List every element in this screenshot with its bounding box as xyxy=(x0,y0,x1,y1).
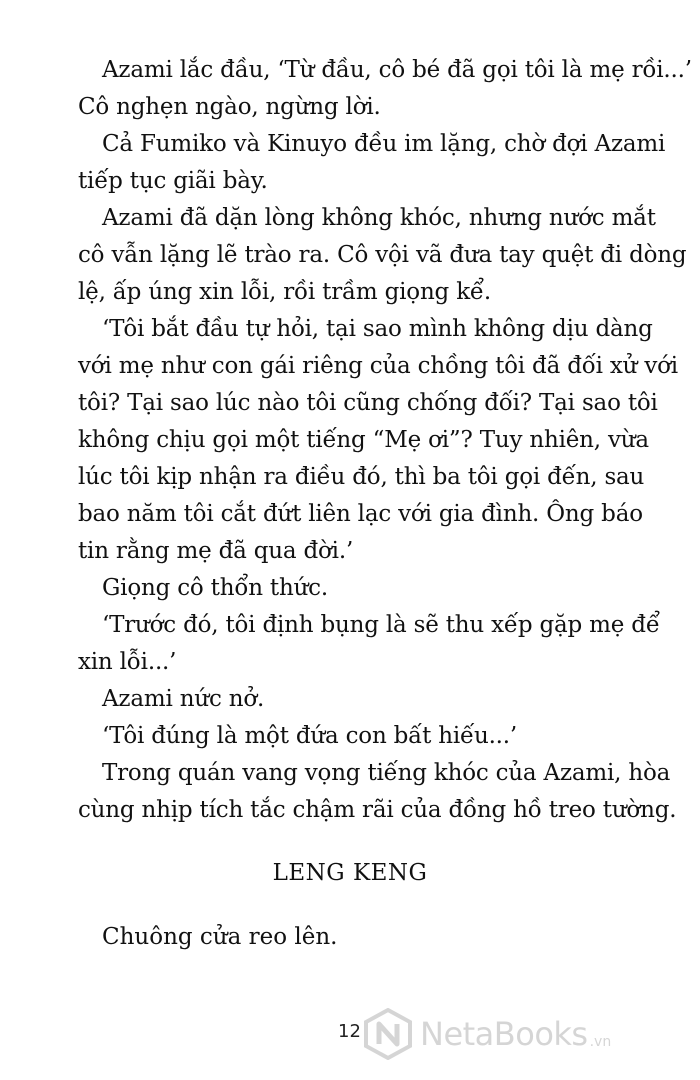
section-heading: LENG KENG xyxy=(272,860,428,886)
paragraph-line: Cô nghẹn ngào, ngừng lời. xyxy=(78,94,381,120)
paragraph-line: ‘Tôi bắt đầu tự hỏi, tại sao mình không dịu dàng xyxy=(102,316,653,342)
paragraph-line: cô vẫn lặng lẽ trào ra. Cô vội vã đưa tay quệt đi dòng xyxy=(78,242,687,268)
paragraph-line: Azami đã dặn lòng không khóc, nhưng nước mắt xyxy=(102,205,656,231)
netabooks-logo-icon xyxy=(362,1008,414,1060)
paragraph-line: tiếp tục giãi bày. xyxy=(78,168,268,194)
watermark xyxy=(362,1008,611,1060)
watermark-suffix: .vn xyxy=(589,1034,612,1050)
paragraph-line: Azami nức nở. xyxy=(102,686,265,712)
paragraph-line: ‘Tôi đúng là một đứa con bất hiếu...’ xyxy=(102,723,518,749)
paragraph-line: ‘Trước đó, tôi định bụng là sẽ thu xếp gặp mẹ để xyxy=(102,612,660,638)
closing-line: Chuông cửa reo lên. xyxy=(102,924,338,950)
paragraph-line: Trong quán vang vọng tiếng khóc của Azami, hòa xyxy=(102,760,671,786)
paragraph-line: với mẹ như con gái riêng của chồng tôi đã đối xử với xyxy=(78,353,678,379)
paragraph-line: Azami lắc đầu, ‘Từ đầu, cô bé đã gọi tôi là mẹ rồi...’ xyxy=(102,57,692,83)
paragraph-line: lúc tôi kịp nhận ra điều đó, thì ba tôi gọi đến, sau xyxy=(78,464,645,490)
paragraph-line: tôi? Tại sao lúc nào tôi cũng chống đối? Tại sao tôi xyxy=(78,390,658,416)
paragraph-line: lệ, ấp úng xin lỗi, rồi trầm giọng kể. xyxy=(78,279,491,305)
watermark-name: NetaBooks xyxy=(420,1015,588,1053)
paragraph-line: tin rằng mẹ đã qua đời.’ xyxy=(78,538,354,564)
paragraph-line: xin lỗi...’ xyxy=(78,649,177,675)
paragraph-line: bao năm tôi cắt đứt liên lạc với gia đình. Ông báo xyxy=(78,501,643,527)
paragraph-line: Giọng cô thổn thức. xyxy=(102,575,328,601)
body-text xyxy=(78,52,692,829)
paragraph-line: không chịu gọi một tiếng “Mẹ ơi”? Tuy nhiên, vừa xyxy=(78,427,649,453)
page-number: 12 xyxy=(338,1021,361,1042)
paragraph-line: cùng nhịp tích tắc chậm rãi của đồng hồ treo tường. xyxy=(78,797,677,823)
paragraph-line: Cả Fumiko và Kinuyo đều im lặng, chờ đợi Azami xyxy=(102,131,666,157)
